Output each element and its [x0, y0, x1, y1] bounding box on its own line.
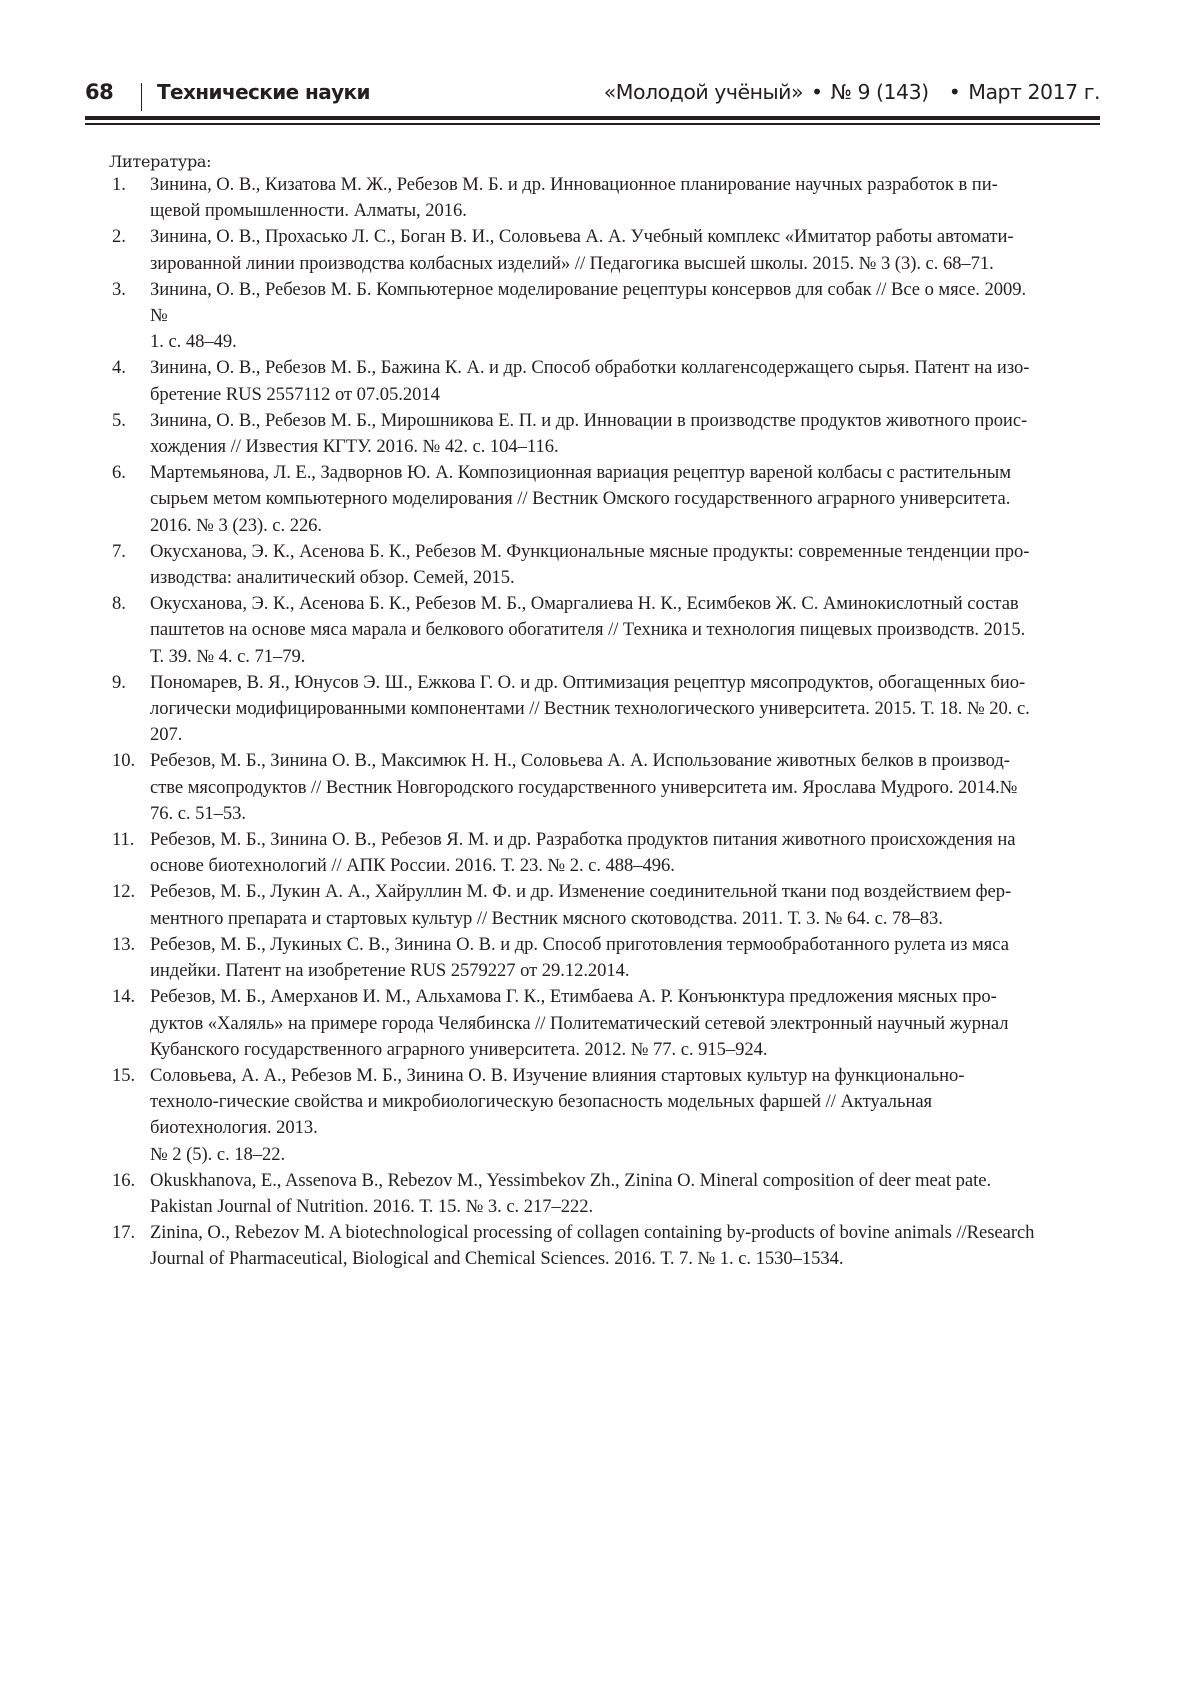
issue-number: № 9 (143)	[830, 80, 929, 104]
reference-text-line: Соловьева, А. А., Ребезов М. Б., Зинина О. В. Изучение влияния стартовых культур на функционально-	[150, 1064, 965, 1086]
reference-number: 6.	[112, 462, 126, 484]
reference-text-line: 207.	[150, 724, 183, 746]
reference-text-line: логически модифицированными компонентами // Вестник технологического университета. 2015. Т. 18. № 20. с.	[150, 698, 1030, 720]
reference-item	[112, 879, 1160, 931]
reference-item	[112, 670, 1160, 749]
reference-item	[112, 460, 1160, 539]
reference-text-line: 76. с. 51–53.	[150, 802, 246, 824]
header-rule-thin	[85, 123, 1100, 125]
reference-text-line: изводства: аналитический обзор. Семей, 2015.	[150, 567, 515, 589]
reference-text-line: 2016. № 3 (23). с. 226.	[150, 514, 323, 536]
reference-text-line: дуктов «Халяль» на примере города Челябинска // Политематический сетевой электронный научный журнал	[150, 1012, 1009, 1034]
reference-number: 16.	[112, 1169, 136, 1191]
reference-text-line: Pakistan Journal of Nutrition. 2016. Т. 15. № 3. с. 217–222.	[150, 1195, 594, 1217]
reference-text-line: Okuskhanova, E., Assenova B., Rebezov M., Yessimbekov Zh., Zinina O. Mineral composition of deer meat pate.	[150, 1169, 992, 1191]
reference-item	[112, 827, 1160, 879]
reference-number: 3.	[112, 278, 126, 300]
header-separator	[141, 83, 142, 111]
reference-text-line: техноло-гические свойства и микробиологическую безопасность модельных фаршей // Актуальная	[150, 1091, 933, 1113]
reference-text-line: щевой промышленности. Алматы, 2016.	[150, 200, 467, 222]
running-header	[85, 78, 1100, 114]
reference-text-line: № 2 (5). с. 18–22.	[150, 1143, 286, 1165]
reference-text-line: Ребезов, М. Б., Зинина О. В., Максимюк Н. Н., Соловьева А. А. Использование животных белков в производ-	[150, 750, 1010, 772]
reference-item	[112, 224, 1160, 276]
header-rule-thick	[85, 116, 1100, 120]
reference-text-line: зированной линии производства колбасных изделий» // Педагогика высшей школы. 2015. № 3 (3). с. 68–71.	[150, 252, 994, 274]
journal-name: «Молодой учёный»	[603, 80, 804, 104]
reference-number: 14.	[112, 986, 136, 1008]
reference-text-line: Ребезов, М. Б., Зинина О. В., Ребезов Я. М. и др. Разработка продуктов питания животного происхождения на	[150, 829, 1016, 851]
reference-text-line: Зинина, О. В., Прохасько Л. С., Боган В. И., Соловьева А. А. Учебный комплекс «Имитатор работы автомати-	[150, 226, 1014, 248]
reference-number: 1.	[112, 174, 126, 195]
reference-item	[112, 591, 1160, 670]
reference-text-line: основе биотехнологий // АПК России. 2016. Т. 23. № 2. с. 488–496.	[150, 855, 675, 877]
page-number: 68	[85, 80, 114, 104]
reference-text-line: Пономарев, В. Я., Юнусов Э. Ш., Ежкова Г. О. и др. Оптимизация рецептур мясопродуктов, обогащенных био-	[150, 671, 1026, 693]
journal-info	[604, 80, 1100, 104]
reference-item	[112, 172, 1160, 224]
issue-date: Март 2017 г.	[968, 80, 1100, 104]
reference-item	[112, 277, 1160, 356]
reference-text-line: паштетов на основе мяса марала и белкового обогатителя // Техника и технология пищевых производств. 2015.	[150, 619, 1026, 641]
reference-text-line: Зинина, О. В., Ребезов М. Б. Компьютерное моделирование рецептуры консервов для собак // Все о мясе. 2009.	[150, 278, 1027, 300]
reference-number: 2.	[112, 226, 126, 248]
reference-text-line: хождения // Известия КГТУ. 2016. № 42. с. 104–116.	[150, 436, 559, 458]
reference-text-line: Journal of Pharmaceutical, Biological and Chemical Sciences. 2016. Т. 7. № 1. с. 1530–1534.	[150, 1248, 844, 1270]
reference-text-line: Окусханова, Э. К., Асенова Б. К., Ребезов М. Б., Омаргалиева Н. К., Есимбеков Ж. С. Аминокислотный состав	[150, 593, 1019, 615]
reference-item	[112, 539, 1160, 591]
reference-text-line: индейки. Патент на изобретение RUS 2579227 от 29.12.2014.	[150, 960, 630, 982]
reference-text-line: Т. 39. № 4. с. 71–79.	[150, 645, 306, 667]
reference-text-line: Зинина, О. В., Ребезов М. Б., Бажина К. А. и др. Способ обработки коллагенсодержащего сырья. Патент на изо-	[150, 357, 1030, 379]
reference-item	[112, 932, 1160, 984]
reference-item	[112, 1220, 1160, 1272]
bullet-separator: •	[948, 80, 961, 104]
reference-item	[112, 984, 1160, 1063]
reference-text-line: ментного препарата и стартовых культур // Вестник мясного скотоводства. 2011. Т. 3. № 64. с. 78–83.	[150, 907, 943, 929]
reference-text-line: Zinina, O., Rebezov M. A biotechnological processing of collagen containing by-products of bovine animals //Research	[150, 1222, 1035, 1244]
reference-number: 17.	[112, 1222, 136, 1244]
reference-text-line: Ребезов, М. Б., Амерханов И. М., Альхамова Г. К., Етимбаева А. Р. Конъюнктура предложения мясных про-	[150, 986, 997, 1008]
reference-number: 9.	[112, 671, 126, 693]
reference-item	[112, 408, 1160, 460]
reference-text-line: стве мясопродуктов // Вестник Новгородского государственного университета им. Ярослава Мудрого. 2014.№	[150, 776, 1018, 798]
reference-text-line: 1. с. 48–49.	[150, 331, 237, 353]
reference-text-line: Ребезов, М. Б., Лукиных С. В., Зинина О. В. и др. Способ приготовления термообработанного рулета из мяса	[150, 933, 1009, 955]
reference-text-line: Ребезов, М. Б., Лукин А. А., Хайруллин М. Ф. и др. Изменение соединительной ткани под воздействием фер-	[150, 881, 1012, 903]
literature-heading: Литература:	[109, 152, 212, 171]
reference-item	[112, 748, 1160, 827]
reference-number: 10.	[112, 750, 136, 772]
reference-number: 5.	[112, 409, 126, 431]
reference-number: 4.	[112, 357, 126, 379]
bullet-separator: •	[811, 80, 823, 104]
reference-text-line: Зинина, О. В., Кизатова М. Ж., Ребезов М. Б. и др. Инновационное планирование научных разработок в пи-	[150, 174, 998, 195]
reference-text-line: Кубанского государственного аграрного университета. 2012. № 77. с. 915–924.	[150, 1038, 768, 1060]
reference-item	[112, 355, 1160, 407]
reference-text-line: Мартемьянова, Л. Е., Задворнов Ю. А. Композиционная вариация рецептур вареной колбасы с растительным	[150, 462, 1011, 484]
reference-text-line: биотехнология. 2013.	[150, 1117, 318, 1139]
reference-number: 13.	[112, 933, 136, 955]
reference-number: 15.	[112, 1064, 136, 1086]
reference-text-line: бретение RUS 2557112 от 07.05.2014	[150, 383, 440, 405]
reference-list	[112, 172, 1160, 1273]
reference-number: 11.	[112, 829, 135, 851]
reference-text-line: сырьем метом компьютерного моделирования // Вестник Омского государственного аграрного университета.	[150, 488, 1011, 510]
reference-text-line: Зинина, О. В., Ребезов М. Б., Мирошникова Е. П. и др. Инновации в производстве продуктов животного проис-	[150, 409, 1028, 431]
reference-item	[112, 1168, 1160, 1220]
reference-item	[112, 1063, 1160, 1168]
reference-number: 8.	[112, 593, 126, 615]
section-title: Технические науки	[157, 80, 370, 104]
reference-number: 7.	[112, 540, 126, 562]
reference-text-line: Окусханова, Э. К., Асенова Б. К., Ребезов М. Функциональные мясные продукты: современные тенденции про-	[150, 540, 1030, 562]
reference-text-line: №	[150, 305, 168, 327]
reference-number: 12.	[112, 881, 136, 903]
